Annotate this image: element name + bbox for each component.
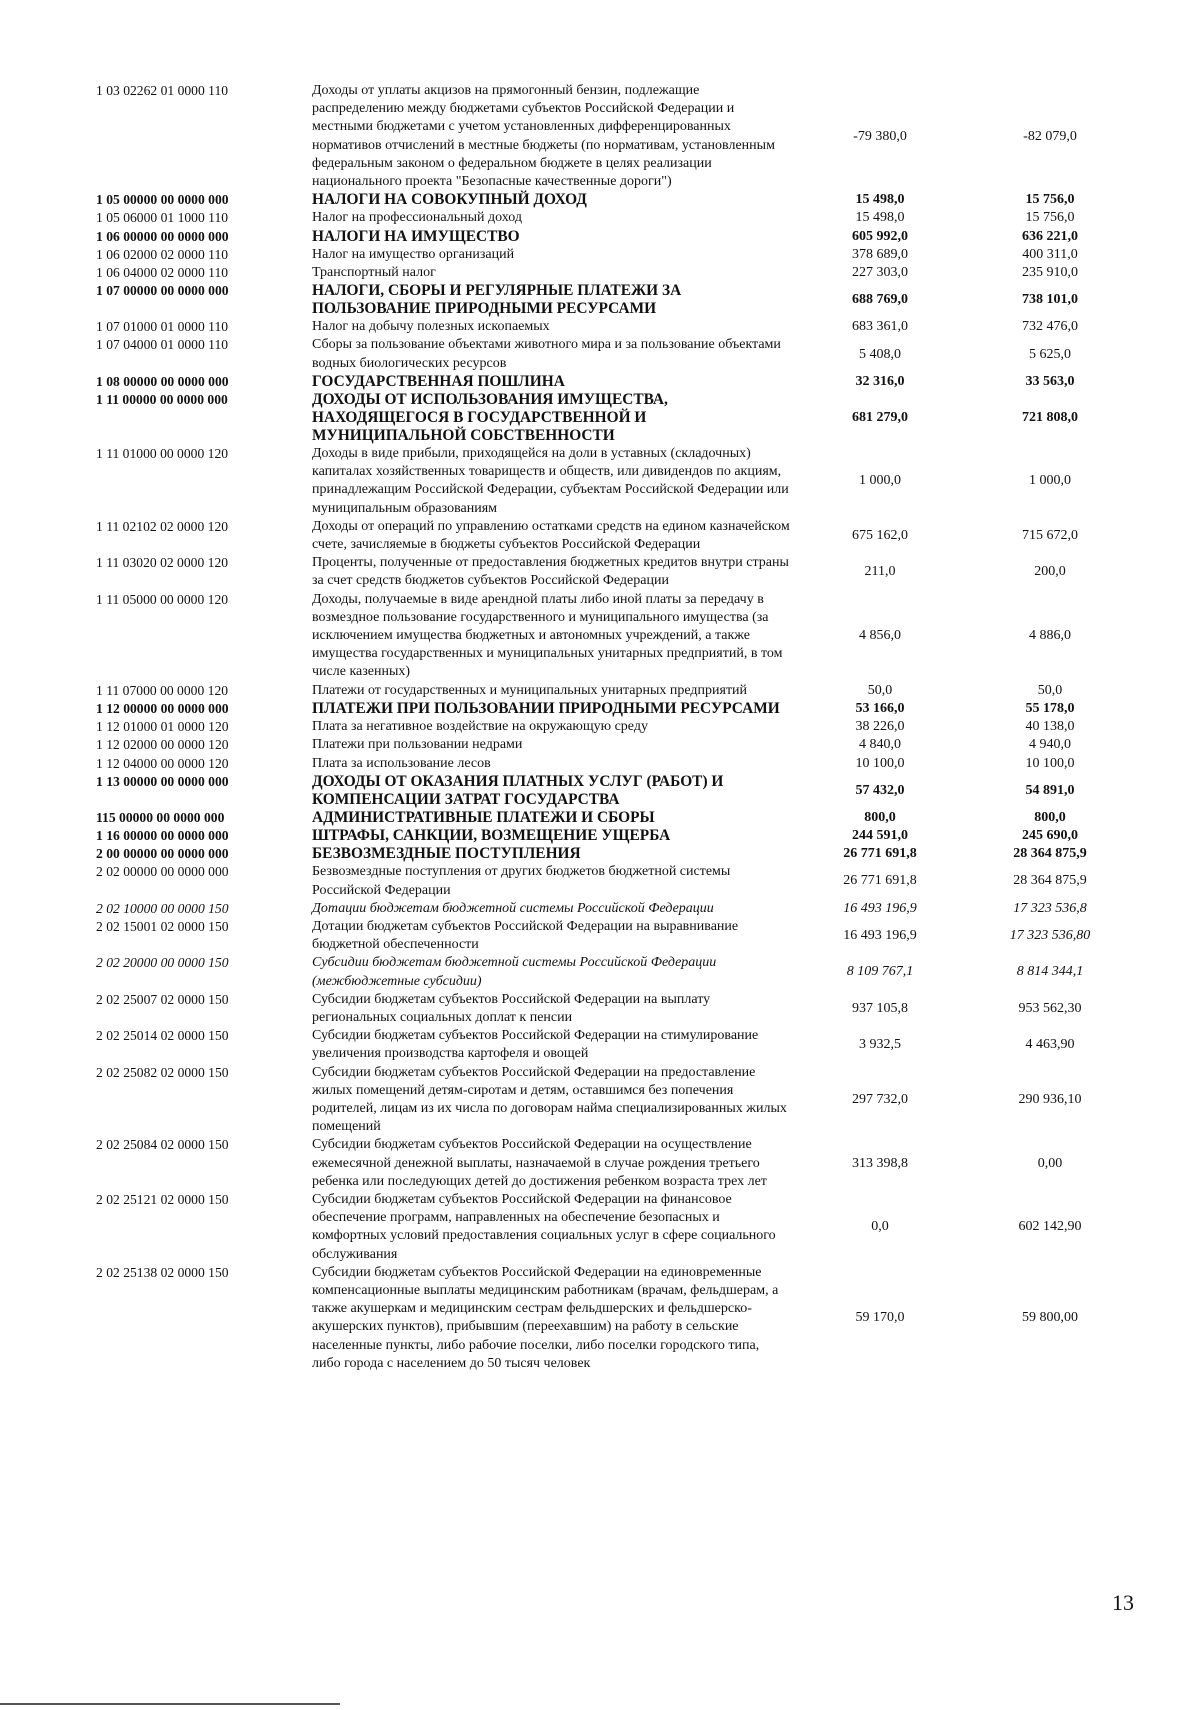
value-2024-cell: 715 672,0 bbox=[1022, 527, 1078, 543]
table-row bbox=[96, 318, 1136, 336]
table-row bbox=[96, 918, 1136, 954]
value-2023-cell: 378 689,0 bbox=[852, 246, 908, 262]
revenue-name-cell: Дотации бюджетам бюджетной системы Российской Федерации bbox=[312, 900, 714, 916]
budget-code-cell: 2 00 00000 00 0000 000 bbox=[96, 846, 229, 862]
value-2024-cell: 17 323 536,8 bbox=[1013, 900, 1087, 916]
revenue-name-cell: ДОХОДЫ ОТ ИСПОЛЬЗОВАНИЯ ИМУЩЕСТВА, НАХОДЯЩЕГОСЯ В ГОСУДАРСТВЕННОЙ И МУНИЦИПАЛЬНОЙ СОБСТВЕННОСТИ bbox=[312, 391, 668, 445]
table-row bbox=[96, 373, 1136, 391]
budget-code-cell: 1 12 04000 00 0000 120 bbox=[96, 755, 229, 771]
revenue-name-cell: Налог на профессиональный доход bbox=[312, 210, 522, 226]
table-row bbox=[96, 518, 1136, 554]
revenue-name-cell: НАЛОГИ НА СОВОКУПНЫЙ ДОХОД bbox=[312, 191, 587, 209]
revenue-name-cell: Доходы от уплаты акцизов на прямогонный бензин, подлежащие распределению между бюджетами субъектов Российской Федерации и местными бюджетами с учетом установленных дифференцированных нормативов отчислений в местные бюджеты (по нормативам, установленным федеральным законом о федеральном бюджете в целях реализации национального проекта "Безопасные качественные дороги") bbox=[312, 83, 775, 190]
value-2024-cell: -82 079,0 bbox=[1023, 128, 1077, 144]
budget-code-cell: 1 07 00000 00 0000 000 bbox=[96, 283, 229, 299]
value-2023-cell: 681 279,0 bbox=[852, 409, 908, 425]
revenue-name-cell: Платежи при пользовании недрами bbox=[312, 737, 523, 753]
table-row bbox=[96, 336, 1136, 372]
value-2023-cell: 53 166,0 bbox=[855, 700, 905, 716]
value-2024-cell: 15 756,0 bbox=[1025, 210, 1075, 226]
budget-code-cell: 2 02 25007 02 0000 150 bbox=[96, 991, 229, 1007]
revenue-name-cell: Налог на добычу полезных ископаемых bbox=[312, 319, 550, 335]
page-number: 13 bbox=[1112, 1590, 1134, 1615]
value-2023-cell: 15 498,0 bbox=[855, 192, 905, 208]
table-row bbox=[96, 554, 1136, 590]
value-2023-cell: 605 992,0 bbox=[852, 228, 908, 244]
value-2023-cell: 26 771 691,8 bbox=[843, 846, 917, 862]
budget-code-cell: 2 02 00000 00 0000 000 bbox=[96, 864, 229, 880]
revenue-name-cell: БЕЗВОЗМЕЗДНЫЕ ПОСТУПЛЕНИЯ bbox=[312, 845, 581, 863]
table-row bbox=[96, 228, 1136, 246]
value-2024-cell: 59 800,00 bbox=[1022, 1310, 1078, 1326]
value-2024-cell: 235 910,0 bbox=[1022, 265, 1078, 281]
table-row bbox=[96, 682, 1136, 700]
revenue-name-cell: ДОХОДЫ ОТ ОКАЗАНИЯ ПЛАТНЫХ УСЛУГ (РАБОТ) И КОМПЕНСАЦИИ ЗАТРАТ ГОСУДАРСТВА bbox=[312, 772, 724, 808]
table-row bbox=[96, 827, 1136, 845]
value-2023-cell: 688 769,0 bbox=[852, 292, 908, 308]
table-row bbox=[96, 900, 1136, 918]
budget-code-cell: 1 11 03020 02 0000 120 bbox=[96, 555, 229, 571]
value-2024-cell: 17 323 536,80 bbox=[1009, 928, 1091, 944]
table-row bbox=[96, 246, 1136, 264]
revenue-name-cell: Плата за негативное воздействие на окружающую среду bbox=[312, 719, 648, 735]
revenue-name-cell: Сборы за пользование объектами животного мира и за пользование объектами водных биологических ресурсов bbox=[312, 337, 781, 371]
value-2023-cell: 313 398,8 bbox=[852, 1155, 908, 1171]
budget-code-cell: 1 03 02262 01 0000 110 bbox=[96, 83, 229, 98]
budget-code-cell: 1 11 00000 00 0000 000 bbox=[96, 392, 228, 408]
revenue-name-cell: ПЛАТЕЖИ ПРИ ПОЛЬЗОВАНИИ ПРИРОДНЫМИ РЕСУРСАМИ bbox=[312, 699, 780, 717]
value-2023-cell: 16 493 196,9 bbox=[843, 928, 917, 944]
revenue-name-cell: Субсидии бюджетам субъектов Российской Федерации на предоставление жилых помещений детям-сиротам и детям, оставшимся без попечения родителей, лицам из их числа по договорам найма специализированных жилых помещений bbox=[312, 1064, 787, 1135]
budget-code-cell: 2 02 10000 00 0000 150 bbox=[96, 900, 229, 916]
value-2023-cell: 4 840,0 bbox=[859, 737, 901, 753]
budget-code-cell: 1 08 00000 00 0000 000 bbox=[96, 373, 229, 389]
table-row bbox=[96, 391, 1136, 445]
value-2023-cell: 15 498,0 bbox=[855, 210, 905, 226]
value-2023-cell: 0,0 bbox=[871, 1219, 889, 1235]
revenue-name-cell: Доходы, получаемые в виде арендной платы либо иной платы за передачу в возмездное пользование государственного и муниципального имущества (за исключением имущества бюджетных и автономных учреждений, а также имущества государственных и муниципальных унитарных предприятий, в том числе казенных) bbox=[312, 591, 783, 680]
table-row bbox=[96, 954, 1136, 990]
table-row bbox=[96, 718, 1136, 736]
budget-code-cell: 1 07 04000 01 0000 110 bbox=[96, 337, 229, 353]
revenue-name-cell: Платежи от государственных и муниципальных унитарных предприятий bbox=[312, 682, 748, 698]
revenue-name-cell: Субсидии бюджетам субъектов Российской Федерации на стимулирование увеличения производства картофеля и овощей bbox=[312, 1028, 759, 1062]
budget-code-cell: 2 02 25082 02 0000 150 bbox=[96, 1064, 229, 1080]
table-row bbox=[96, 1191, 1136, 1264]
revenue-name-cell: Проценты, полученные от предоставления бюджетных кредитов внутри страны за счет средств бюджетов субъектов Российской Федерации bbox=[312, 555, 789, 589]
budget-code-cell: 2 02 25138 02 0000 150 bbox=[96, 1264, 229, 1280]
value-2024-cell: 28 364 875,9 bbox=[1013, 846, 1087, 862]
value-2023-cell: 227 303,0 bbox=[852, 265, 908, 281]
table-row bbox=[96, 991, 1136, 1027]
value-2024-cell: 0,00 bbox=[1037, 1155, 1063, 1171]
value-2024-cell: 1 000,0 bbox=[1029, 473, 1071, 489]
revenue-name-cell: Плата за использование лесов bbox=[312, 755, 491, 771]
revenue-name-cell: Субсидии бюджетам бюджетной системы Российской Федерации (межбюджетные субсидии) bbox=[312, 955, 717, 989]
value-2023-cell: 8 109 767,1 bbox=[846, 964, 914, 980]
value-2024-cell: 636 221,0 bbox=[1022, 228, 1078, 244]
table-row bbox=[96, 736, 1136, 754]
value-2024-cell: 721 808,0 bbox=[1022, 409, 1078, 425]
value-2024-cell: 15 756,0 bbox=[1025, 192, 1075, 208]
budget-code-cell: 1 06 02000 02 0000 110 bbox=[96, 246, 229, 262]
revenue-table-body bbox=[96, 82, 1136, 1373]
value-2024-cell: 10 100,0 bbox=[1025, 755, 1075, 771]
budget-code-cell: 2 02 15001 02 0000 150 bbox=[96, 918, 229, 934]
revenue-name-cell: Транспортный налог bbox=[312, 265, 436, 281]
budget-code-cell: 1 11 07000 00 0000 120 bbox=[96, 682, 229, 698]
value-2024-cell: 738 101,0 bbox=[1022, 292, 1078, 308]
table-row bbox=[96, 264, 1136, 282]
budget-code-cell: 2 02 25121 02 0000 150 bbox=[96, 1191, 229, 1207]
bottom-rule bbox=[0, 1703, 340, 1705]
value-2023-cell: 244 591,0 bbox=[852, 827, 908, 843]
budget-code-cell: 1 05 06000 01 1000 110 bbox=[96, 210, 229, 226]
value-2023-cell: 297 732,0 bbox=[852, 1091, 908, 1107]
value-2023-cell: 50,0 bbox=[867, 682, 893, 698]
value-2023-cell: 32 316,0 bbox=[855, 373, 905, 389]
revenue-name-cell: ШТРАФЫ, САНКЦИИ, ВОЗМЕЩЕНИЕ УЩЕРБА bbox=[312, 827, 671, 844]
value-2023-cell: 10 100,0 bbox=[855, 755, 905, 771]
budget-code-cell: 1 16 00000 00 0000 000 bbox=[96, 827, 229, 843]
value-2024-cell: 245 690,0 bbox=[1022, 827, 1078, 843]
table-row bbox=[96, 863, 1136, 899]
table-row bbox=[96, 773, 1136, 809]
value-2023-cell: 1 000,0 bbox=[859, 473, 901, 489]
value-2023-cell: 57 432,0 bbox=[855, 782, 905, 798]
value-2024-cell: 732 476,0 bbox=[1022, 319, 1078, 335]
budget-code-cell: 1 12 00000 00 0000 000 bbox=[96, 700, 229, 716]
value-2024-cell: 400 311,0 bbox=[1022, 246, 1078, 262]
revenue-name-cell: АДМИНИСТРАТИВНЫЕ ПЛАТЕЖИ И СБОРЫ bbox=[312, 808, 655, 826]
value-2024-cell: 800,0 bbox=[1034, 809, 1066, 825]
value-2023-cell: 683 361,0 bbox=[852, 319, 908, 335]
table-row bbox=[96, 700, 1136, 718]
table-row bbox=[96, 809, 1136, 827]
revenue-name-cell: НАЛОГИ НА ИМУЩЕСТВО bbox=[312, 227, 520, 245]
budget-code-cell: 1 06 04000 02 0000 110 bbox=[96, 265, 229, 281]
value-2024-cell: 55 178,0 bbox=[1025, 700, 1075, 716]
table-row bbox=[96, 1027, 1136, 1063]
revenue-name-cell: НАЛОГИ, СБОРЫ И РЕГУЛЯРНЫЕ ПЛАТЕЖИ ЗА ПОЛЬЗОВАНИЕ ПРИРОДНЫМИ РЕСУРСАМИ bbox=[312, 282, 682, 318]
revenue-name-cell: Дотации бюджетам субъектов Российской Федерации на выравнивание бюджетной обеспеченности bbox=[312, 918, 739, 953]
revenue-name-cell: Налог на имущество организаций bbox=[312, 246, 515, 262]
value-2023-cell: 5 408,0 bbox=[859, 346, 901, 362]
budget-code-cell: 1 11 01000 00 0000 120 bbox=[96, 446, 229, 462]
revenue-name-cell: Субсидии бюджетам субъектов Российской Федерации на выплату региональных социальных доплат к пенсии bbox=[312, 991, 711, 1025]
table-row bbox=[96, 1064, 1136, 1137]
table-row bbox=[96, 209, 1136, 227]
budget-code-cell: 2 02 25014 02 0000 150 bbox=[96, 1028, 229, 1044]
value-2023-cell: 800,0 bbox=[864, 809, 896, 825]
value-2023-cell: 675 162,0 bbox=[852, 527, 908, 543]
value-2023-cell: 3 932,5 bbox=[859, 1037, 901, 1053]
revenue-name-cell: Доходы от операций по управлению остатками средств на едином казначейском счете, зачисляемые в бюджеты субъектов Российской Федерации bbox=[312, 518, 790, 553]
value-2023-cell: 211,0 bbox=[864, 564, 896, 580]
revenue-name-cell: Субсидии бюджетам субъектов Российской Федерации на осуществление ежемесячной денежной выплаты, назначаемой в случае рождения третьего ребенка или последующих детей до достижения ребенком возраста трех лет bbox=[312, 1137, 767, 1189]
budget-code-cell: 2 02 25084 02 0000 150 bbox=[96, 1137, 229, 1153]
table-row bbox=[96, 845, 1136, 863]
revenue-name-cell: Субсидии бюджетам субъектов Российской Федерации на единовременные компенсационные выплаты медицинским работникам (врачам, фельдшерам, а также акушеркам и медицинским сестрам фельдшерских и фельдшерско-акушерских пунктов), прибывшим (переехавшим) на работу в сельские населенные пункты, либо рабочие поселки, либо поселки городского типа, либо города с населением до 50 тысяч человек bbox=[312, 1264, 779, 1371]
revenue-name-cell: Безвозмездные поступления от других бюджетов бюджетной системы Российской Федерации bbox=[312, 864, 731, 898]
value-2023-cell: 26 771 691,8 bbox=[843, 873, 917, 889]
value-2024-cell: 54 891,0 bbox=[1025, 782, 1075, 798]
value-2024-cell: 4 940,0 bbox=[1029, 737, 1071, 753]
value-2024-cell: 33 563,0 bbox=[1025, 373, 1075, 389]
budget-code-cell: 1 07 01000 01 0000 110 bbox=[96, 319, 229, 335]
value-2024-cell: 4 463,90 bbox=[1025, 1037, 1075, 1053]
value-2024-cell: 28 364 875,9 bbox=[1013, 873, 1087, 889]
budget-code-cell: 1 11 05000 00 0000 120 bbox=[96, 591, 229, 607]
table-row bbox=[96, 191, 1136, 209]
value-2023-cell: 59 170,0 bbox=[855, 1310, 905, 1326]
table-row bbox=[96, 445, 1136, 518]
table-row bbox=[96, 282, 1136, 318]
budget-code-cell: 1 05 00000 00 0000 000 bbox=[96, 192, 229, 208]
budget-code-cell: 1 06 00000 00 0000 000 bbox=[96, 228, 229, 244]
table-row bbox=[96, 1136, 1136, 1191]
value-2024-cell: 4 886,0 bbox=[1029, 628, 1071, 644]
budget-code-cell: 1 11 02102 02 0000 120 bbox=[96, 518, 229, 534]
revenue-name-cell: ГОСУДАРСТВЕННАЯ ПОШЛИНА bbox=[312, 372, 565, 390]
value-2024-cell: 200,0 bbox=[1034, 564, 1066, 580]
table-row bbox=[96, 1264, 1136, 1373]
value-2024-cell: 40 138,0 bbox=[1025, 719, 1075, 735]
value-2024-cell: 290 936,10 bbox=[1018, 1091, 1082, 1107]
value-2023-cell: 4 856,0 bbox=[859, 628, 901, 644]
value-2024-cell: 5 625,0 bbox=[1029, 346, 1071, 362]
budget-code-cell: 1 12 01000 01 0000 120 bbox=[96, 719, 229, 735]
revenue-table bbox=[96, 82, 1136, 1373]
budget-code-cell: 1 12 02000 00 0000 120 bbox=[96, 737, 229, 753]
value-2024-cell: 8 814 344,1 bbox=[1016, 964, 1084, 980]
value-2023-cell: 38 226,0 bbox=[855, 719, 905, 735]
table-row bbox=[96, 82, 1136, 191]
value-2024-cell: 50,0 bbox=[1037, 682, 1063, 698]
table-row bbox=[96, 755, 1136, 773]
table-row bbox=[96, 591, 1136, 682]
budget-code-cell: 2 02 20000 00 0000 150 bbox=[96, 955, 229, 971]
value-2023-cell: 937 105,8 bbox=[852, 1000, 908, 1016]
revenue-name-cell: Доходы в виде прибыли, приходящейся на доли в уставных (складочных) капиталах хозяйственных товариществ и обществ, или дивидендов по акциям, принадлежащим Российской Федерации, субъектам Российской Федерации или муниципальным образованиям bbox=[312, 446, 789, 516]
value-2023-cell: -79 380,0 bbox=[853, 128, 907, 144]
budget-code-cell: 1 13 00000 00 0000 000 bbox=[96, 773, 229, 789]
value-2024-cell: 953 562,30 bbox=[1018, 1000, 1082, 1016]
revenue-name-cell: Субсидии бюджетам субъектов Российской Федерации на финансовое обеспечение программ, направленных на обеспечение безопасных и комфортных условий предоставления социальных услуг в сфере социального обслуживания bbox=[312, 1191, 776, 1262]
value-2023-cell: 16 493 196,9 bbox=[843, 900, 917, 916]
value-2024-cell: 602 142,90 bbox=[1018, 1219, 1082, 1235]
budget-code-cell: 115 00000 00 0000 000 bbox=[96, 809, 225, 825]
